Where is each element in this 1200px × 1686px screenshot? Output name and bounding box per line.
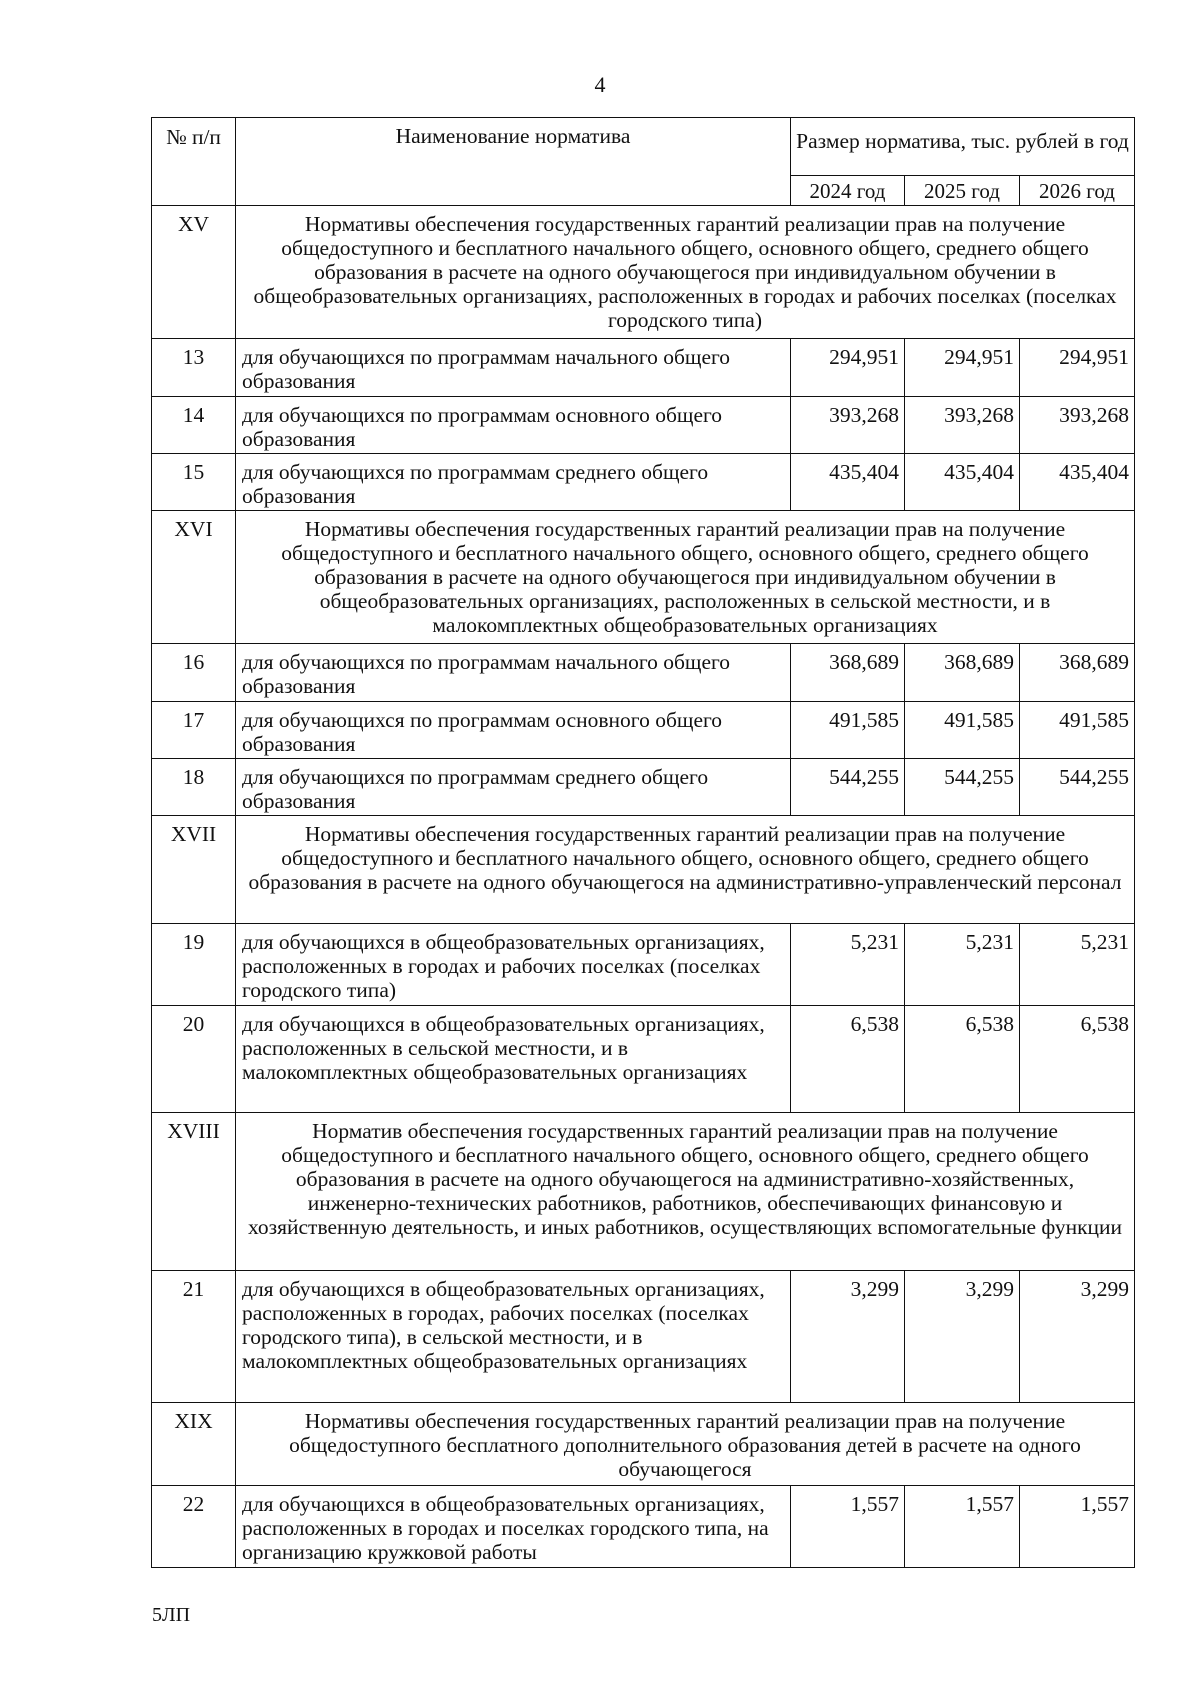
value-2025: 3,299 [905,1271,1020,1403]
value-2025: 368,689 [905,644,1020,702]
norms-table [151,117,1135,1568]
row-name: для обучающихся по программам среднего общего образования [236,454,791,511]
row-name: для обучающихся в общеобразовательных организациях, расположенных в городах и поселках городского типа, на организацию кружковой работы [236,1486,791,1568]
value-2024: 491,585 [791,702,905,759]
section-row [152,816,1135,924]
value-2025: 491,585 [905,702,1020,759]
section-row [152,1403,1135,1486]
row-name: для обучающихся в общеобразовательных организациях, расположенных в городах и рабочих поселках (поселках городского типа) [236,924,791,1006]
table-header [152,118,1135,206]
section-title: Нормативы обеспечения государственных гарантий реализации прав на получение общедоступного и бесплатного начального общего, основного общего, среднего общего образования в расчете на одного обучающегося при индивидуальном обучении в общеобразовательных организациях, расположенных в сельской местности, и в малокомплектных общеобразовательных организациях [236,511,1135,644]
section-row [152,206,1135,339]
row-name: для обучающихся по программам начального общего образования [236,644,791,702]
section-number: XVIII [152,1113,236,1271]
value-2025: 6,538 [905,1006,1020,1113]
footer-code: 5ЛП [152,1604,191,1626]
table-row [152,339,1135,397]
row-name: для обучающихся по программам начального общего образования [236,339,791,397]
value-2024: 544,255 [791,759,905,816]
value-2026: 544,255 [1020,759,1135,816]
table-row [152,1271,1135,1403]
value-2024: 393,268 [791,397,905,454]
section-title: Нормативы обеспечения государственных гарантий реализации прав на получение общедоступного и бесплатного начального общего, основного общего, среднего общего образования в расчете на одного обучающегося при индивидуальном обучении в общеобразовательных организациях, расположенных в городах и рабочих поселках (поселках городского типа) [236,206,1135,339]
row-name: для обучающихся по программам основного общего образования [236,397,791,454]
row-name: для обучающихся в общеобразовательных организациях, расположенных в городах, рабочих поселках (поселках городского типа), в сельской местности, и в малокомплектных общеобразовательных организациях [236,1271,791,1403]
value-2025: 294,951 [905,339,1020,397]
table-row [152,454,1135,511]
section-row [152,511,1135,644]
table-row [152,1006,1135,1113]
header-year: 2025 год [905,176,1020,206]
section-title: Нормативы обеспечения государственных гарантий реализации прав на получение общедоступного и бесплатного начального общего, основного общего, среднего общего образования в расчете на одного обучающегося на административно-управленческий персонал [236,816,1135,924]
row-number: 22 [152,1486,236,1568]
value-2024: 435,404 [791,454,905,511]
row-number: 18 [152,759,236,816]
value-2026: 435,404 [1020,454,1135,511]
value-2026: 368,689 [1020,644,1135,702]
row-number: 14 [152,397,236,454]
value-2026: 393,268 [1020,397,1135,454]
table-row [152,702,1135,759]
value-2025: 544,255 [905,759,1020,816]
value-2024: 3,299 [791,1271,905,1403]
value-2024: 1,557 [791,1486,905,1568]
table-row [152,1486,1135,1568]
row-name: для обучающихся в общеобразовательных организациях, расположенных в сельской местности, и в малокомплектных общеобразовательных организациях [236,1006,791,1113]
value-2025: 1,557 [905,1486,1020,1568]
page-number: 4 [594,72,606,97]
value-2024: 294,951 [791,339,905,397]
section-number: XVI [152,511,236,644]
value-2026: 294,951 [1020,339,1135,397]
row-number: 19 [152,924,236,1006]
value-2026: 3,299 [1020,1271,1135,1403]
section-number: XV [152,206,236,339]
value-2024: 6,538 [791,1006,905,1113]
value-2026: 1,557 [1020,1486,1135,1568]
section-row [152,1113,1135,1271]
row-number: 20 [152,1006,236,1113]
header-year: 2024 год [791,176,905,206]
row-number: 13 [152,339,236,397]
table-row [152,397,1135,454]
row-number: 21 [152,1271,236,1403]
value-2026: 6,538 [1020,1006,1135,1113]
header-size: Размер норматива, тыс. рублей в год [791,118,1135,176]
table-row [152,644,1135,702]
table-body [152,206,1135,1568]
table-row [152,759,1135,816]
row-number: 16 [152,644,236,702]
value-2025: 393,268 [905,397,1020,454]
header-name: Наименование норматива [236,118,791,206]
value-2024: 368,689 [791,644,905,702]
row-name: для обучающихся по программам среднего общего образования [236,759,791,816]
header-num: № п/п [152,118,236,206]
section-title: Нормативы обеспечения государственных гарантий реализации прав на получение общедоступного бесплатного дополнительного образования детей в расчете на одного обучающегося [236,1403,1135,1486]
row-name: для обучающихся по программам основного общего образования [236,702,791,759]
value-2025: 435,404 [905,454,1020,511]
section-number: XVII [152,816,236,924]
row-number: 17 [152,702,236,759]
section-title: Норматив обеспечения государственных гарантий реализации прав на получение общедоступного и бесплатного начального общего, основного общего, среднего общего образования в расчете на одного обучающегося на административно-хозяйственных, инженерно-технических работников, работников, обеспечивающих финансовую и хозяйственную деятельность, и иных работников, осуществляющих вспомогательные функции [236,1113,1135,1271]
header-year: 2026 год [1020,176,1135,206]
row-number: 15 [152,454,236,511]
value-2026: 491,585 [1020,702,1135,759]
section-number: XIX [152,1403,236,1486]
value-2024: 5,231 [791,924,905,1006]
value-2026: 5,231 [1020,924,1135,1006]
table-row [152,924,1135,1006]
value-2025: 5,231 [905,924,1020,1006]
